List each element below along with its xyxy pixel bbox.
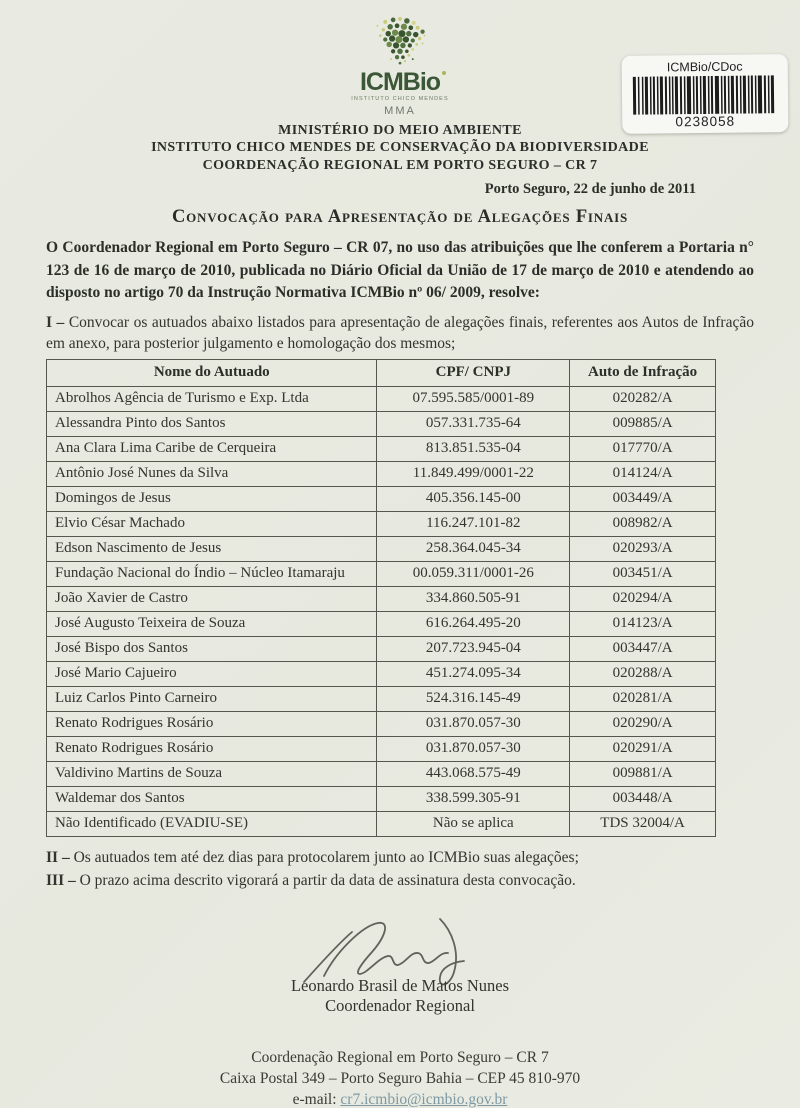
- table-row: [47, 511, 716, 536]
- cell-name: José Mario Cajueiro: [47, 661, 377, 686]
- cell-name: José Bispo dos Santos: [47, 636, 377, 661]
- column-header-cpf: CPF/ CNPJ: [377, 359, 570, 386]
- table-row: [47, 636, 716, 661]
- cell-cpf: 405.356.145-00: [377, 486, 570, 511]
- cell-name: Não Identificado (EVADIU-SE): [47, 811, 377, 836]
- table-row: [47, 786, 716, 811]
- cell-cpf: 451.274.095-34: [377, 661, 570, 686]
- cell-cpf: 334.860.505-91: [377, 586, 570, 611]
- cell-name: Renato Rodrigues Rosário: [47, 736, 377, 761]
- table-row: [47, 411, 716, 436]
- cell-name: Ana Clara Lima Caribe de Cerqueira: [47, 436, 377, 461]
- email-link[interactable]: cr7.icmbio@icmbio.gov.br: [340, 1090, 508, 1108]
- table-row: [47, 486, 716, 511]
- item-ii-label: II –: [46, 848, 70, 866]
- item-iii: [46, 870, 754, 892]
- cell-name: José Augusto Teixeira de Souza: [47, 611, 377, 636]
- cell-cpf: 031.870.057-30: [377, 711, 570, 736]
- document-title: Convocação para Apresentação de Alegações Finais: [171, 207, 629, 227]
- cell-name: Elvio César Machado: [47, 511, 377, 536]
- mma-label: MMA: [384, 104, 416, 117]
- footer: [46, 1047, 754, 1108]
- cell-auto: 020290/A: [570, 711, 716, 736]
- email-label: e-mail:: [292, 1090, 341, 1108]
- item-ii-text: Os autuados tem até dez dias para protocolarem junto ao ICMBio suas alegações;: [69, 848, 579, 866]
- table-row: [47, 736, 716, 761]
- cell-name: Valdivino Martins de Souza: [47, 761, 377, 786]
- item-i-text: Convocar os autuados abaixo listados para apresentação de alegações finais, referentes aos Autos de Infração em anexo, para posterior julgamento e homologação dos mesmos;: [46, 313, 754, 352]
- table-row: [47, 661, 716, 686]
- cell-name: Edson Nascimento de Jesus: [47, 536, 377, 561]
- cell-cpf: 11.849.499/0001-22: [377, 461, 570, 486]
- intro-paragraph: O Coordenador Regional em Porto Seguro – CR 07, no uso das atribuições que lhe conferem a Portaria n° 123 de 16 de março de 2010, publicada no Diário Oficial da União de 17 de março de 2010 e atendendo ao disposto no artigo 70 da Instrução Normativa ICMBio nº 06/ 2009, resolve:: [46, 239, 754, 301]
- table-row: [47, 536, 716, 561]
- cell-cpf: 00.059.311/0001-26: [377, 561, 570, 586]
- footer-email-line: [46, 1089, 754, 1108]
- table-row: [47, 436, 716, 461]
- brazil-dots-icon: [352, 14, 448, 68]
- cell-auto: 009885/A: [570, 411, 716, 436]
- cell-cpf: 07.595.585/0001-89: [377, 386, 570, 411]
- cell-auto: 020282/A: [570, 386, 716, 411]
- cell-cpf: 207.723.945-04: [377, 636, 570, 661]
- cell-cpf: 031.870.057-30: [377, 736, 570, 761]
- table-row: [47, 711, 716, 736]
- cell-name: Alessandra Pinto dos Santos: [47, 411, 377, 436]
- signature-block: [46, 914, 754, 1017]
- cell-cpf: Não se aplica: [377, 811, 570, 836]
- column-header-auto: Auto de Infração: [570, 359, 716, 386]
- signatory-name: Leonardo Brasil de Matos Nunes: [290, 975, 510, 995]
- cell-auto: 020294/A: [570, 586, 716, 611]
- cell-name: Antônio José Nunes da Silva: [47, 461, 377, 486]
- cell-auto: 020293/A: [570, 536, 716, 561]
- cell-auto: 003449/A: [570, 486, 716, 511]
- signatory-role: Coordenador Regional: [325, 996, 475, 1016]
- cell-name: Waldemar dos Santos: [47, 786, 377, 811]
- cell-auto: 020291/A: [570, 736, 716, 761]
- table-row: [47, 586, 716, 611]
- table-row: [47, 561, 716, 586]
- table-row: [47, 761, 716, 786]
- footer-line-2: Caixa Postal 349 – Porto Seguro Bahia – CEP 45 810-970: [219, 1069, 581, 1087]
- cell-name: Fundação Nacional do Índio – Núcleo Itamaraju: [47, 561, 377, 586]
- table-row: [47, 386, 716, 411]
- infraction-table-body: [47, 386, 716, 836]
- table-row: [47, 811, 716, 836]
- cell-auto: 014124/A: [570, 461, 716, 486]
- item-ii: [46, 847, 754, 869]
- logo-subtext: INSTITUTO CHICO MENDES: [351, 96, 449, 102]
- cell-cpf: 116.247.101-82: [377, 511, 570, 536]
- infraction-table: [46, 359, 716, 837]
- cell-auto: 017770/A: [570, 436, 716, 461]
- cell-auto: 009881/A: [570, 761, 716, 786]
- table-row: [47, 686, 716, 711]
- institute-line: INSTITUTO CHICO MENDES DE CONSERVAÇÃO DA BIODIVERSIDADE: [151, 140, 649, 155]
- cell-auto: 003447/A: [570, 636, 716, 661]
- cell-name: Abrolhos Agência de Turismo e Exp. Ltda: [47, 386, 377, 411]
- table-row: [47, 611, 716, 636]
- cell-auto: 003448/A: [570, 786, 716, 811]
- item-i-label: I –: [46, 313, 65, 331]
- cell-auto: TDS 32004/A: [570, 811, 716, 836]
- cell-name: Renato Rodrigues Rosário: [47, 711, 377, 736]
- barcode-icon: [630, 75, 780, 115]
- dateline: Porto Seguro, 22 de junho de 2011: [484, 181, 696, 197]
- barcode-sticker: [622, 54, 789, 134]
- coordination-line: COORDENAÇÃO REGIONAL EM PORTO SEGURO – CR 7: [202, 157, 598, 173]
- cell-cpf: 443.068.575-49: [377, 761, 570, 786]
- ministry-line: MINISTÉRIO DO MEIO AMBIENTE: [278, 122, 522, 138]
- item-iii-text: O prazo acima descrito vigorará a partir da data de assinatura desta convocação.: [75, 872, 576, 889]
- barcode-label: ICMBio/CDoc: [666, 59, 743, 75]
- cell-cpf: 057.331.735-64: [377, 411, 570, 436]
- cell-cpf: 813.851.535-04: [377, 436, 570, 461]
- item-iii-label: III –: [46, 872, 76, 889]
- barcode-number: 0238058: [675, 113, 736, 130]
- cell-cpf: 616.264.495-20: [377, 611, 570, 636]
- cell-auto: 020281/A: [570, 686, 716, 711]
- item-i: [46, 312, 754, 355]
- footer-line-1: Coordenação Regional em Porto Seguro – CR 7: [251, 1048, 549, 1066]
- cell-auto: 014123/A: [570, 611, 716, 636]
- cell-cpf: 524.316.145-49: [377, 686, 570, 711]
- column-header-name: Nome do Autuado: [47, 359, 377, 386]
- cell-cpf: 338.599.305-91: [377, 786, 570, 811]
- cell-name: João Xavier de Castro: [47, 586, 377, 611]
- cell-name: Luiz Carlos Pinto Carneiro: [47, 686, 377, 711]
- icmbio-wordmark: ICMBio: [359, 68, 441, 96]
- cell-cpf: 258.364.045-34: [377, 536, 570, 561]
- cell-name: Domingos de Jesus: [47, 486, 377, 511]
- table-row: [47, 461, 716, 486]
- table-header-row: [47, 359, 716, 386]
- cell-auto: 008982/A: [570, 511, 716, 536]
- cell-auto: 003451/A: [570, 561, 716, 586]
- cell-auto: 020288/A: [570, 661, 716, 686]
